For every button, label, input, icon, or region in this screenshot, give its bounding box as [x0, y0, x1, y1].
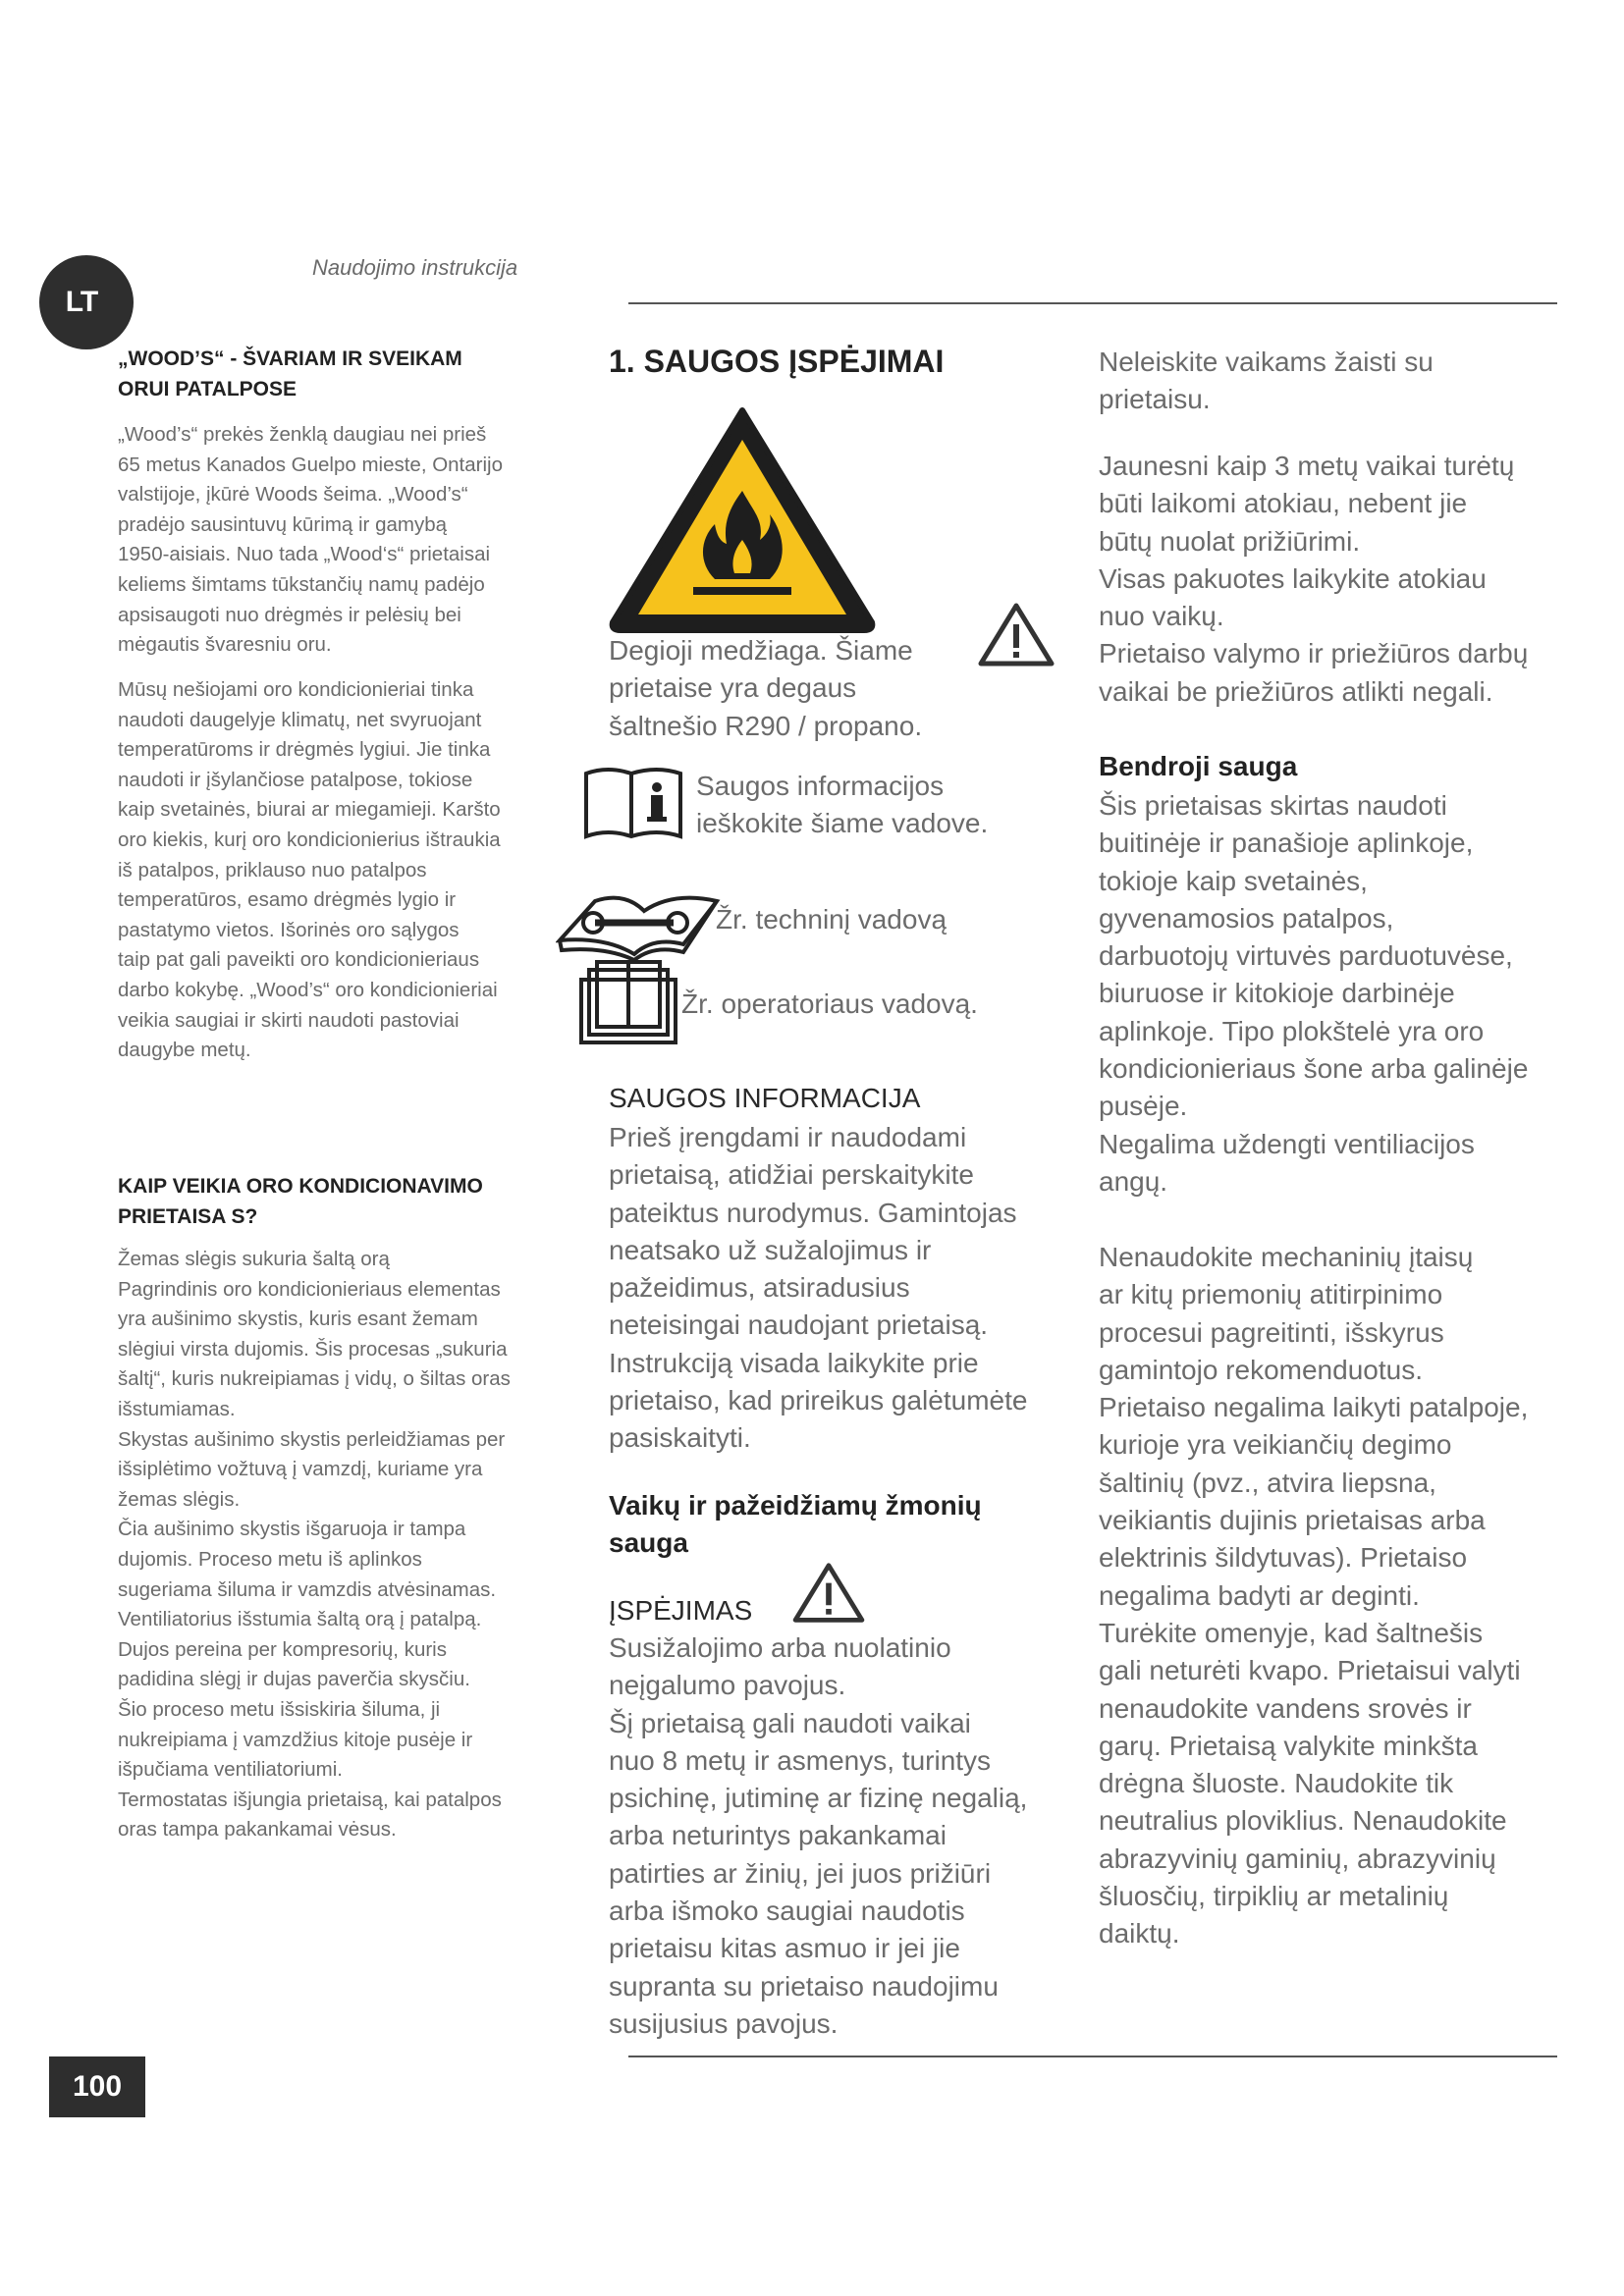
- language-badge: [39, 255, 134, 349]
- operator-manual-text: Žr. operatoriaus vadovą.: [681, 988, 978, 1019]
- woods-heading: „WOOD’S“ - ŠVARIAM IR SVEIKAM ORUI PATALPOSE: [118, 347, 462, 400]
- no-play-paragraph: Neleiskite vaikams žaisti su prietaisu.: [1099, 347, 1434, 415]
- flammable-text: Degioji medžiaga. Šiame prietaise yra degaus šaltnešio R290 / propano.: [609, 635, 923, 741]
- bottom-divider: [628, 2056, 1557, 2057]
- how-it-works-heading: KAIP VEIKIA ORO KONDICIONAVIMO PRIETAISA S?: [118, 1175, 483, 1228]
- running-title: Naudojimo instrukcija: [312, 255, 518, 280]
- children-safety-heading: Vaikų ir pažeidžiamų žmonių sauga: [609, 1490, 982, 1559]
- how-it-works-paragraph: Žemas slėgis sukuria šaltą orą Pagrindinis oro kondicionieriaus elementas yra aušinimo skystis, kuris esant žemam slėgiui virsta dujomis. Šis procesas „sukuria šaltį“, kuris nukreipiamas į vidų, o šiltas oras išstumiamas. Skystas aušinimo skystis perleidžiamas per išsiplėtimo vožtuvą į vamzdį, kuriame yra žemas slėgis. Čia aušinimo skystis išgaruoja ir tampa dujomis. Proceso metu iš aplinkos sugeriama šiluma ir vamzdis atvėsinamas. Ventiliatorius išstumia šaltą orą į patalpą. Dujos pereina per kompresorių, kuris padidina slėgį ir dujas paverčia skysčiu. Šio proceso metu išsiskiria šiluma, ji nukreipiama į vamzdžius kitoje pusėje ir išpučiama ventiliatoriumi. Termostatas išjungia prietaisą, kai patalpos oras tampa pakankamai vėsus.: [118, 1248, 511, 1842]
- page-number: 100: [49, 2056, 145, 2117]
- general-safety-paragraph: Šis prietaisas skirtas naudoti buitinėje ir panašioje aplinkoje, tokioje kaip svetainės, gyvenamosios patalpos, darbuotojų virtuvės parduotuvėse, biuruose ir kitokioje darbinėje aplinkoje. Tipo plokštelė yra oro kondicionieriaus šone arba galinėje pusėje. Negalima uždengti ventiliacijos angų.: [1099, 790, 1529, 1197]
- general-safety-heading: Bendroji sauga: [1099, 751, 1298, 781]
- portable-ac-paragraph: Mūsų nešiojami oro kondicionieriai tinka naudoti daugelyje klimatų, net svyruojant temperatūroms ir drėgmės lygiui. Jie tinka naudoti ir įšylančiose patalpose, tokiose kaip svetainės, biurai ar miegamieji. Karšto oro kiekis, kurį oro kondicionierius ištraukia iš patalpos, priklauso nuo patalpos temperatūros, esamo drėgmės lygio ir pastatymo vietos. Išorinės oro sąlygos taip pat gali paveikti oro kondicionieriaus darbo kokybę. „Wood’s“ oro kondicionieriai veikia saugiai ir skirti naudoti pastoviai daugybe metų.: [118, 678, 501, 1062]
- flammable-warning-icon: [607, 404, 878, 634]
- young-children-paragraph: Jaunesni kaip 3 metų vaikai turėtų būti laikomi atokiau, nebent jie būtų nuolat prižiūrimi. Visas pakuotes laikykite atokiau nuo vaikų. Prietaiso valymo ir priežiūros darbų vaikai be priežiūros atlikti negali.: [1099, 451, 1529, 707]
- warning-heading: ĮSPĖJIMAS: [609, 1595, 753, 1626]
- section-title: 1. SAUGOS ĮSPĖJIMAI: [609, 344, 945, 379]
- safety-info-heading: SAUGOS INFORMACIJA: [609, 1083, 921, 1113]
- info-manual-icon: [582, 766, 684, 842]
- warning-triangle-icon: [977, 601, 1056, 669]
- top-divider: [628, 302, 1557, 304]
- technical-manual-icon: [556, 881, 723, 962]
- defrost-cleaning-paragraph: Nenaudokite mechaninių įtaisų ar kitų priemonių atitirpinimo procesui pagreitinti, išskyrus gamintojo rekomenduotus. Prietaiso negalima laikyti patalpoje, kurioje yra veikiančių degimo šaltinių (pvz., atvira liepsna, veikiantis dujinis prietaisas arba elektrinis šildytuvas). Prietaiso negalima badyti ar deginti. Turėkite omenyje, kad šaltnešis gali neturėti kvapo. Prietaisui valyti nenaudokite vandens srovės ir garų. Prietaisą valykite minkšta drėgna šluoste. Naudokite tik neutralius ploviklius. Nenaudokite abrazyvinių gaminių, abrazyvinių šluosčių, tirpiklių ar metalinių daiktų.: [1099, 1242, 1529, 1949]
- warning-paragraph: Susižalojimo arba nuolatinio neįgalumo pavojus. Šį prietaisą gali naudoti vaikai nuo 8 metų ir asmenys, turintys psichinę, jutiminę ar fizinę negalią, arba neturintys pakankamai patirties ar žinių, jei juos prižiūri arba išmoko saugiai naudotis prietaisu kitas asmuo ir jei jie supranta su prietaiso naudojimu susijusius pavojus.: [609, 1632, 1028, 2039]
- language-badge-label: LT: [65, 286, 98, 318]
- warning-triangle-icon: [791, 1561, 866, 1626]
- info-manual-text: Saugos informacijos ieškokite šiame vadove.: [696, 771, 989, 839]
- technical-manual-text: Žr. techninį vadovą: [716, 904, 947, 934]
- safety-info-paragraph: Prieš įrengdami ir naudodami prietaisą, atidžiai perskaitykite pateiktus nurodymus. Gamintojas neatsako už sužalojimus ir pažeidimus, atsiradusius neteisingai naudojant prietaisą. Instrukciją visada laikykite prie prietaiso, kad prireikus galėtumėte pasiskaityti.: [609, 1122, 1028, 1454]
- operator-manual-icon: [577, 960, 679, 1046]
- woods-history-paragraph: „Wood’s“ prekės ženklą daugiau nei prieš 65 metus Kanados Guelpo mieste, Ontarijo valstijoje, įkūrė Woods šeima. „Wood’s“ pradėjo sausintuvų kūrimą ir gamybą 1950-aisiais. Nuo tada „Wood‘s“ prietaisai keliems šimtams tūkstančių namų padėjo apsisaugoti nuo drėgmės ir pelėsių bei mėgautis švaresniu oru.: [118, 423, 503, 657]
